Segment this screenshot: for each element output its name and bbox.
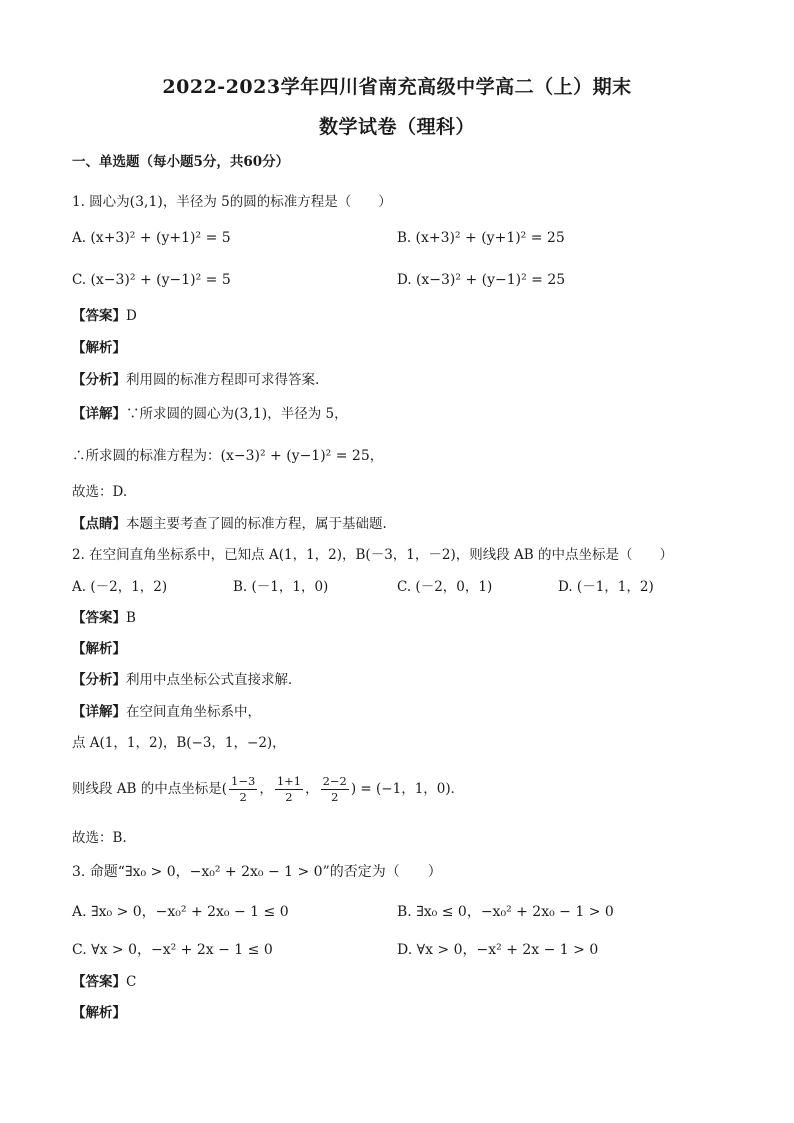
q3-option-d: D. ∀x > 0，−x² + 2x − 1 > 0 [397, 942, 599, 958]
q1-choose: 故选：D. [72, 484, 128, 500]
q1-detail-1-a: ∵所求圆的圆心为 [126, 406, 234, 422]
q1-detail-tag: 【详解】 [72, 406, 126, 422]
q2-sep-2: ， [305, 781, 319, 797]
q1-detail-2-a: ∴所求圆的标准方程为： [72, 448, 221, 464]
q2-fenxi-tag: 【分析】 [72, 672, 126, 688]
q2-answer-tag: 【答案】 [72, 610, 126, 626]
q1-option-a [72, 228, 231, 248]
document-subtitle: 数学试卷（理科） [318, 116, 475, 138]
q3-answer-tag: 【答案】 [72, 974, 126, 990]
q2-detail-3-b: ) = (−1，1，0)． [350, 781, 465, 797]
q1-stem-suffix: ，半径为 5的圆的标准方程是（ ） [162, 194, 392, 210]
q2-stem: 2. 在空间直角坐标系中，已知点 A(1，1，2)，B(－3，1，－2)，则线段 AB 的中点坐标是（ ） [72, 547, 673, 563]
q2-fenxi [72, 670, 302, 690]
q2-frac-3-num: 2−2 [322, 774, 347, 788]
q2-option-b: B. (－1，1，0) [233, 579, 329, 595]
q2-fenxi-text: 利用中点坐标公式直接求解． [126, 672, 302, 688]
q2-detail-3 [72, 772, 464, 806]
q1-detail-2-eq: (x−3)² + (y−1)² = 25 [220, 448, 370, 464]
q2-frac-3 [321, 774, 349, 805]
q1-answer-value: D [126, 308, 137, 324]
q1-option-a-eq: (x+3)² + (y+1)² = 5 [90, 230, 231, 246]
q3-stem: 3. 命题“∃x₀ > 0，−x₀² + 2x₀ − 1 > 0”的否定为（ ） [72, 864, 442, 880]
q1-detail-2-b: ， [369, 448, 384, 464]
q1-comment-text: 本题主要考查了圆的标准方程，属于基础题. [126, 516, 387, 532]
q3-answer-value: C [126, 974, 137, 990]
q1-option-d-label: D. [397, 272, 412, 288]
q1-analysis-tag: 【解析】 [72, 340, 126, 356]
q1-option-b [397, 228, 565, 248]
q1-option-c-eq: (x−3)² + (y−1)² = 5 [90, 272, 231, 288]
q1-stem [72, 192, 392, 212]
q2-detail-tag: 【详解】 [72, 704, 126, 720]
q1-detail-1-b: ，半径为 5， [267, 406, 348, 422]
q1-detail-1 [72, 404, 348, 424]
q1-stem-prefix: 1. 圆心为 [72, 194, 130, 210]
q2-frac-3-den: 2 [331, 790, 339, 804]
q2-detail-1-text: 在空间直角坐标系中， [126, 704, 261, 720]
q1-fenxi [72, 370, 319, 390]
q1-center: (3,1) [129, 194, 163, 210]
q2-frac-2-num: 1+1 [276, 774, 302, 788]
q1-option-d [397, 270, 565, 290]
q3-option-b: B. ∃x₀ ≤ 0，−x₀² + 2x₀ − 1 > 0 [397, 904, 614, 920]
q2-detail-1 [72, 702, 261, 722]
q1-fenxi-text: 利用圆的标准方程即可求得答案. [126, 372, 320, 388]
q1-fenxi-tag: 【分析】 [72, 372, 126, 388]
q1-option-b-label: B. [397, 230, 412, 246]
q1-option-c [72, 270, 231, 290]
q1-option-a-label: A. [72, 230, 87, 246]
q2-answer [72, 608, 136, 628]
q2-option-c: C. (－2，0，1) [397, 579, 493, 595]
q1-option-c-label: C. [72, 272, 87, 288]
q1-answer-tag: 【答案】 [72, 308, 126, 324]
q2-analysis-tag: 【解析】 [72, 641, 126, 657]
q1-comment-tag: 【点睛】 [72, 516, 126, 532]
q2-frac-1 [229, 774, 257, 805]
q1-detail-center: (3,1) [234, 406, 268, 422]
q2-choose: 故选：B. [72, 830, 127, 846]
q1-option-d-eq: (x−3)² + (y−1)² = 25 [415, 272, 566, 288]
q1-option-b-eq: (x+3)² + (y+1)² = 25 [415, 230, 565, 246]
q2-detail-2: 点 A(1，1，2)，B(−3，1，−2)， [72, 735, 286, 751]
q2-detail-3-a: 则线段 AB 的中点坐标是( [72, 781, 228, 797]
q2-frac-2 [275, 774, 303, 805]
section-heading: 一、单选题（每小题5分，共60分） [72, 154, 290, 170]
q3-answer [72, 972, 136, 992]
q2-sep-1: ， [259, 781, 273, 797]
q2-option-a: A. (－2，1，2) [72, 579, 168, 595]
q2-frac-2-den: 2 [285, 790, 293, 804]
q2-answer-value: B [126, 610, 136, 626]
document-title: 2022-2023学年四川省南充高级中学高二（上）期末 [162, 76, 632, 98]
q2-frac-1-num: 1−3 [231, 774, 256, 788]
q3-option-a: A. ∃x₀ > 0，−x₀² + 2x₀ − 1 ≤ 0 [72, 904, 289, 920]
q3-option-c: C. ∀x > 0，−x² + 2x − 1 ≤ 0 [72, 942, 273, 958]
q2-frac-1-den: 2 [239, 790, 247, 804]
q1-detail-2 [72, 446, 383, 466]
q1-comment [72, 514, 387, 534]
q1-answer [72, 306, 137, 326]
q3-analysis-tag: 【解析】 [72, 1005, 126, 1021]
q2-option-d: D. (－1，1，2) [558, 579, 654, 595]
